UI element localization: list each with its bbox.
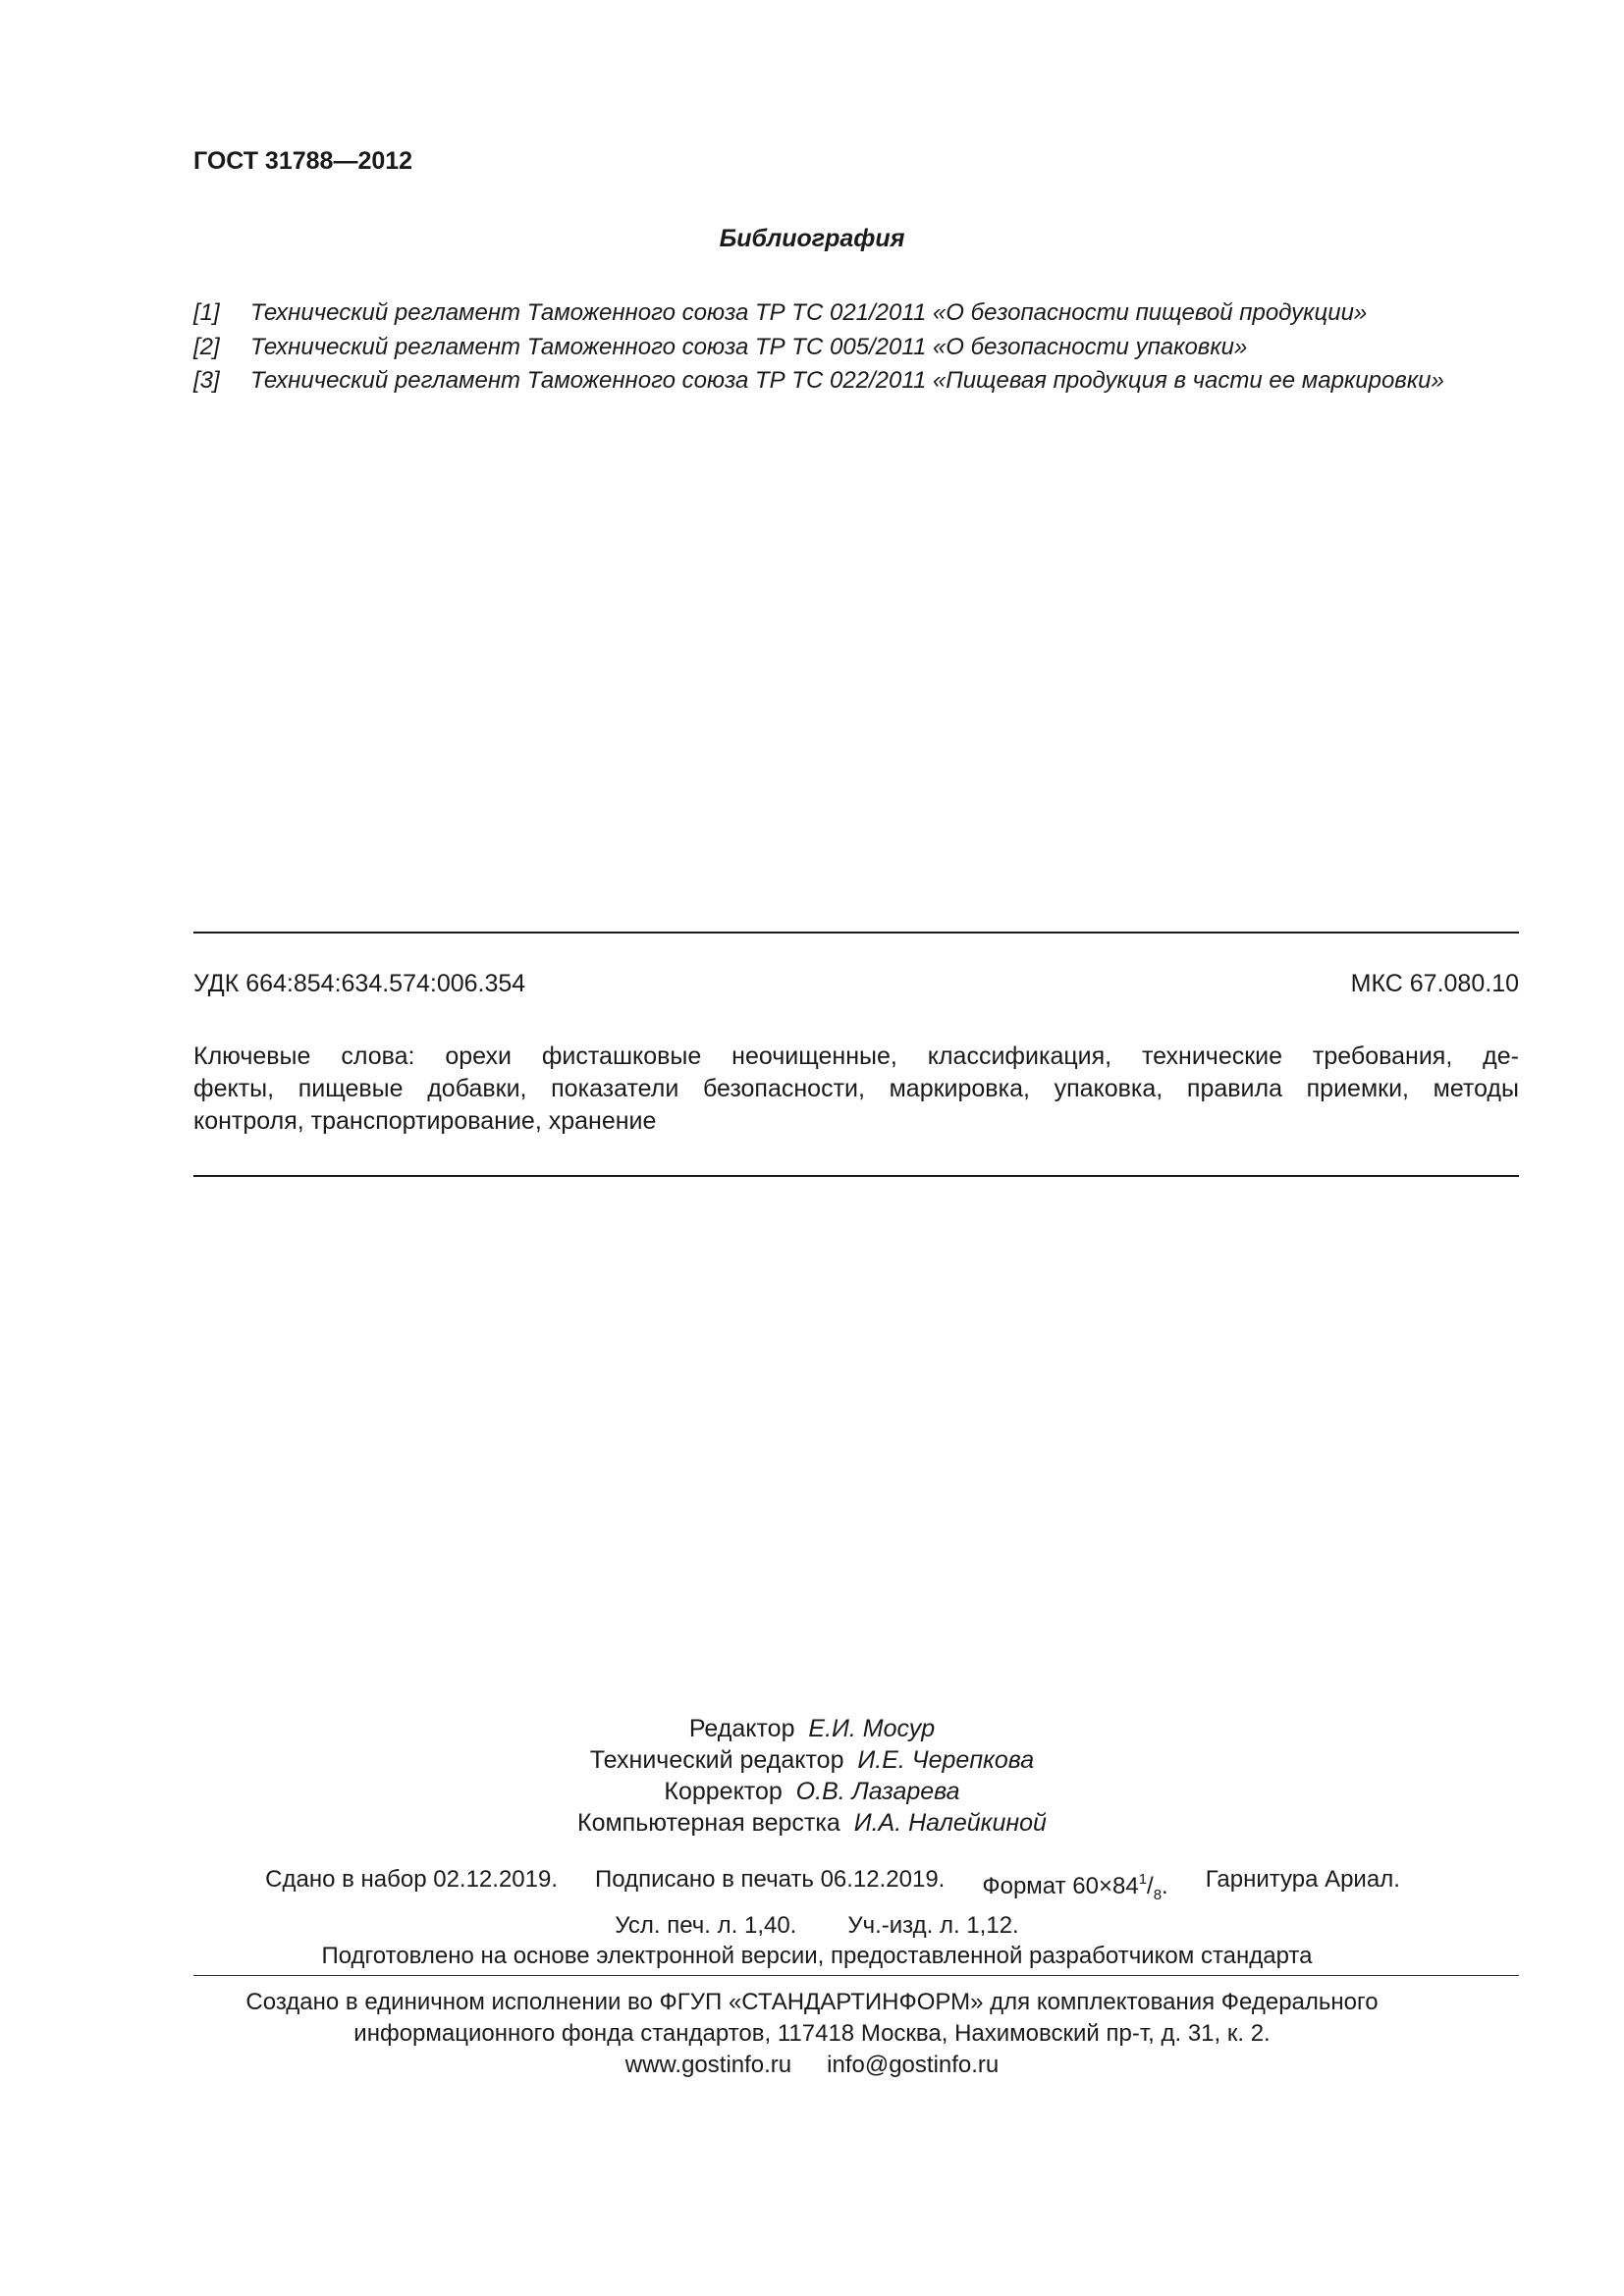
keywords-paragraph [193, 1041, 1519, 1138]
prepared-note: Подготовлено на основе электронной версии, предоставленной разработчиком стандарта [321, 1943, 1313, 1969]
top-divider [193, 932, 1519, 934]
credit-person: О.В. Лазарева [795, 1778, 960, 1805]
bibliography-item [193, 296, 1519, 331]
credit-person: И.Е. Черепкова [857, 1746, 1035, 1774]
bibliography-item-text: Технический регламент Таможенного союза ТР ТС 005/2011 «О безопасности упаковки» [250, 333, 1248, 360]
footer-contacts [625, 2050, 1000, 2081]
footer-divider [193, 1975, 1519, 1976]
credit-layout [0, 1807, 1624, 1839]
footer-line: Создано в единичном исполнении во ФГУП «СТАНДАРТИНФОРМ» для комплектования Федерального [245, 1989, 1379, 2015]
mks-code: МКС 67.080.10 [1350, 970, 1519, 997]
paper-format: Формат $60\times 84^1/_8$. [982, 1871, 1168, 1903]
bottom-divider [193, 1175, 1519, 1177]
website-link[interactable]: www.gostinfo.ru [624, 2052, 792, 2078]
bibliography-list [193, 296, 1519, 399]
standard-number: ГОСТ 31788—2012 [193, 147, 413, 175]
print-sheets: Усл. печ. л. 1,40. [615, 1912, 797, 1939]
credit-role: Технический редактор [589, 1746, 844, 1774]
credit-person: Е.И. Мосур [808, 1715, 936, 1742]
credit-person: И.А. Налейкиной [853, 1809, 1047, 1837]
publication-row [10, 1910, 1624, 1941]
bibliography-item-number: [3] [193, 367, 220, 394]
bibliography-item [193, 364, 1519, 399]
keywords-line: контроля, транспортирование, хранение [193, 1107, 657, 1135]
bibliography-item-number: [1] [193, 299, 220, 326]
keywords-line: фекты, пищевые добавки, показатели безопасности, маркировка, упаковка, правила приемки, методы [193, 1075, 1519, 1102]
credit-corrector [0, 1776, 1624, 1807]
bibliography-item-text: Технический регламент Таможенного союза ТР ТС 022/2011 «Пищевая продукция в части ее маркировки» [250, 367, 1444, 394]
credit-role: Редактор [688, 1715, 795, 1742]
signed-date: Подписано в печать 06.12.2019. [595, 1866, 946, 1893]
typeface: Гарнитура Ариал. [1205, 1866, 1400, 1893]
bibliography-item-number: [2] [193, 333, 220, 360]
credit-tech-editor [0, 1744, 1624, 1776]
footer-line: информационного фонда стандартов, 117418 Москва, Нахимовский пр-т, д. 31, к. 2. [353, 2020, 1271, 2047]
footer-block [0, 1987, 1624, 2081]
credit-role: Корректор [664, 1778, 783, 1805]
publishing-sheets: Уч.-изд. л. 1,12. [847, 1912, 1019, 1939]
email-link[interactable]: info@gostinfo.ru [827, 2052, 1000, 2078]
credits-block [0, 1713, 1624, 1839]
submitted-date: Сдано в набор 02.12.2019. [265, 1866, 559, 1893]
keywords-line: Ключевые слова: орехи фисташковые неочищенные, классификация, технические требования, де- [193, 1042, 1519, 1070]
publication-row [41, 1864, 1624, 1910]
credit-editor [0, 1713, 1624, 1744]
bibliography-item-text: Технический регламент Таможенного союза ТР ТС 021/2011 «О безопасности пищевой продукции» [250, 299, 1368, 326]
bibliography-title: Библиография [719, 225, 905, 252]
credit-role: Компьютерная верстка [577, 1809, 840, 1837]
publication-info [0, 1864, 1624, 1971]
bibliography-item [193, 331, 1519, 365]
udk-code: УДК 664:854:634.574:006.354 [193, 970, 526, 997]
